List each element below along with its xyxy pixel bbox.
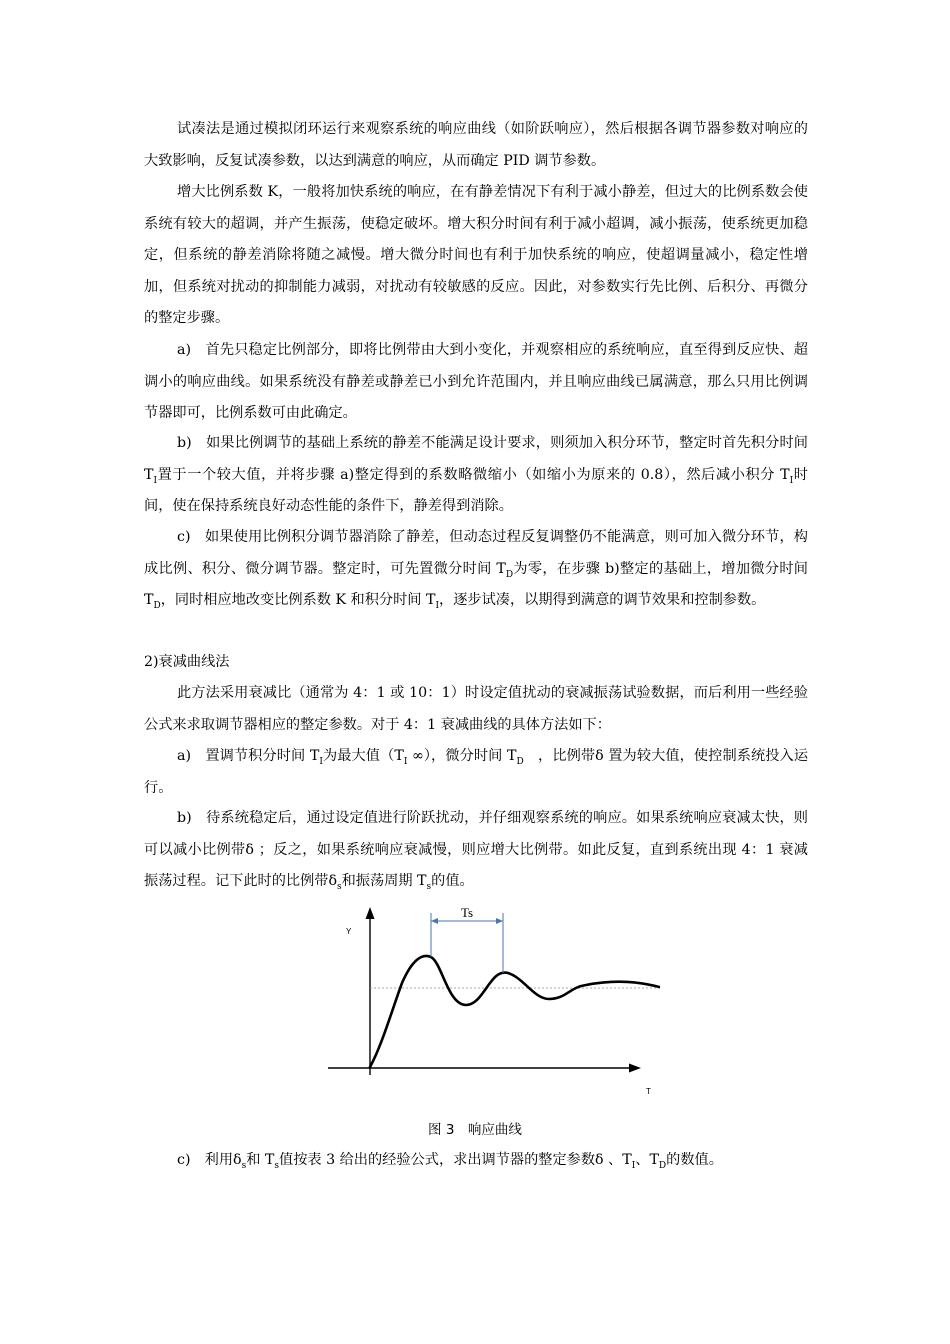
paragraph-step-a: a) 首先只稳定比例部分，即将比例带由大到小变化，并观察相应的系统响应，直至得到反应快、超调小的响应曲线。如果系统没有静差或静差已小到允许范围内，并且响应曲线已属满意，那么只用比例调节器即可，比例系数可由此确定。 bbox=[144, 342, 808, 421]
paragraph-trial-method: 试凑法是通过模拟闭环运行来观察系统的响应曲线（如阶跃响应），然后根据各调节器参数对响应的大致影响，反复试凑参数，以达到满意的响应，从而确定 PID 调节参数。 bbox=[144, 121, 808, 169]
y-axis-arrow-icon bbox=[366, 907, 375, 919]
paragraph-decay-step-c: c) 利用$\delta_s$和 $T_s$值按表 3 给出的经验公式，求出调节器的整定参数δ 、$T_I$、$T_D$的数值。 bbox=[177, 1152, 723, 1171]
paragraph-step-c: c) 如果使用比例积分调节器消除了静差，但动态过程反复调整仍不能满意，则可加入微分环节，构成比例、积分、微分调节器。整定时，可先置微分时间 $T_D$为零，在步骤 b)整定的基础上，增加微分时间 $T_D$，同时相应地改变比例系数 K 和积分时间 $T_I$，逐步试凑，以期得到满意的调节效果和控制参数。 bbox=[144, 529, 808, 611]
figure-caption: 图 3 响应曲线 bbox=[428, 1122, 522, 1138]
x-axis-arrow-icon bbox=[629, 1064, 641, 1073]
section-heading-decay-curve: 2)衰减曲线法 bbox=[144, 654, 230, 670]
paragraph-step-b: b) 如果比例调节的基础上系统的静差不能满足设计要求，则须加入积分环节，整定时首先积分时间 $T_I$置于一个较大值，并将步骤 a)整定得到的系数略微缩小（如缩小为原来的 0.8），然后减小积分 $T_I$时间，使在保持系统良好动态性能的条件下，静差得到消除。 bbox=[144, 435, 808, 514]
response-curve-figure bbox=[320, 895, 660, 1105]
ts-arrow-right-icon bbox=[496, 918, 503, 924]
paragraph-decay-method: 此方法采用衰减比（通常为 4：1 或 10：1）时设定值扰动的衰减振荡试验数据，而后利用一些经验公式来求取调节器相应的整定参数。对于 4：1 衰减曲线的具体方法如下： bbox=[144, 685, 808, 733]
ts-label: Ts bbox=[460, 905, 474, 920]
ts-arrow-left-icon bbox=[431, 918, 438, 924]
paragraph-decay-step-b: b) 待系统稳定后，通过设定值进行阶跃扰动，并仔细观察系统的响应。如果系统响应衰减太快，则可以减小比例带δ ；反之，如果系统响应衰减慢，则应增大比例带。如此反复，直到系统出现 4：1 衰减振荡过程。记下此时的比例带$\delta_s$和振荡周期 $T_s$的值。 bbox=[144, 810, 808, 892]
y-axis-label: Y bbox=[346, 927, 352, 936]
paragraph-proportional-effects: 增大比例系数 K，一般将加快系统的响应，在有静差情况下有利于减小静差，但过大的比例系数会使系统有较大的超调，并产生振荡，使稳定破坏。增大积分时间有利于减小超调，减小振荡，使系统更加稳定，但系统的静差消除将随之减慢。增大微分时间也有利于加快系统的响应，使超调量减小，稳定性增加，但系统对扰动的抑制能力减弱，对扰动有较敏感的反应。因此，对参数实行先比例、后积分、再微分的整定步骤。 bbox=[144, 184, 808, 326]
x-axis-label: T bbox=[646, 1087, 651, 1096]
paragraph-decay-step-a: a) 置调节积分时间 $T_I$为最大值（$T_I$ ∞），微分时间 $T_D$ ，比例带δ 置为较大值，使控制系统投入运行。 bbox=[144, 748, 809, 796]
response-curve bbox=[370, 956, 660, 1067]
